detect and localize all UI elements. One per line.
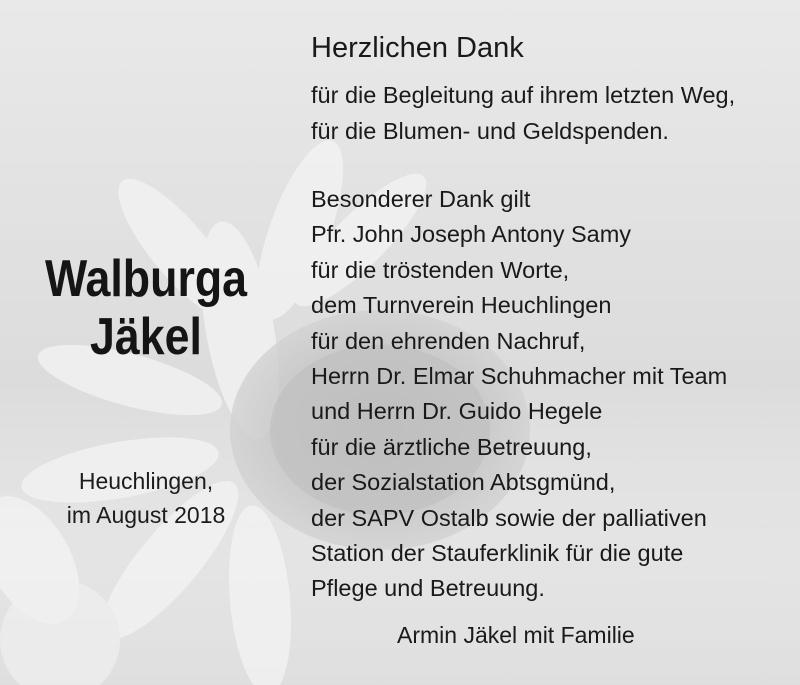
- thanks-line: Herrn Dr. Elmar Schuhmacher mit Team: [311, 363, 728, 390]
- heading-title: Herzlichen Dank: [311, 32, 524, 64]
- date-text: im August 2018: [66, 502, 226, 528]
- thanks-line: Besonderer Dank gilt: [311, 186, 531, 212]
- thanks-line: für die ärztliche Betreuung,: [311, 433, 592, 460]
- thanks-line: für die tröstenden Worte,: [311, 256, 570, 283]
- thanks-line: für den ehrenden Nachruf,: [311, 327, 586, 354]
- thanks-line: und Herrn Dr. Guido Hegele: [311, 398, 603, 425]
- deceased-name: [38, 250, 255, 366]
- place-text: Heuchlingen,: [78, 468, 214, 494]
- thanks-line: Station der Stauferklinik für die gute: [311, 540, 684, 567]
- intro-text: [311, 78, 735, 149]
- thanks-line: Pfr. John Joseph Antony Samy: [311, 221, 632, 248]
- thanks-line: der Sozialstation Abtsgmünd,: [311, 469, 616, 496]
- place-and-date: [30, 464, 262, 532]
- thanks-line: Pflege und Betreuung.: [311, 575, 545, 602]
- signature: Armin Jäkel mit Familie: [397, 622, 635, 648]
- thanks-line: der SAPV Ostalb sowie der palliativen: [311, 504, 707, 531]
- intro-line: für die Blumen- und Geldspenden.: [311, 117, 669, 144]
- thanks-line: dem Turnverein Heuchlingen: [311, 292, 612, 319]
- intro-line: für die Begleitung auf ihrem letzten Weg,: [311, 82, 736, 108]
- deceased-first-name: Walburga: [44, 250, 248, 308]
- special-thanks-text: [311, 182, 727, 607]
- deceased-last-name: Jäkel: [90, 308, 202, 366]
